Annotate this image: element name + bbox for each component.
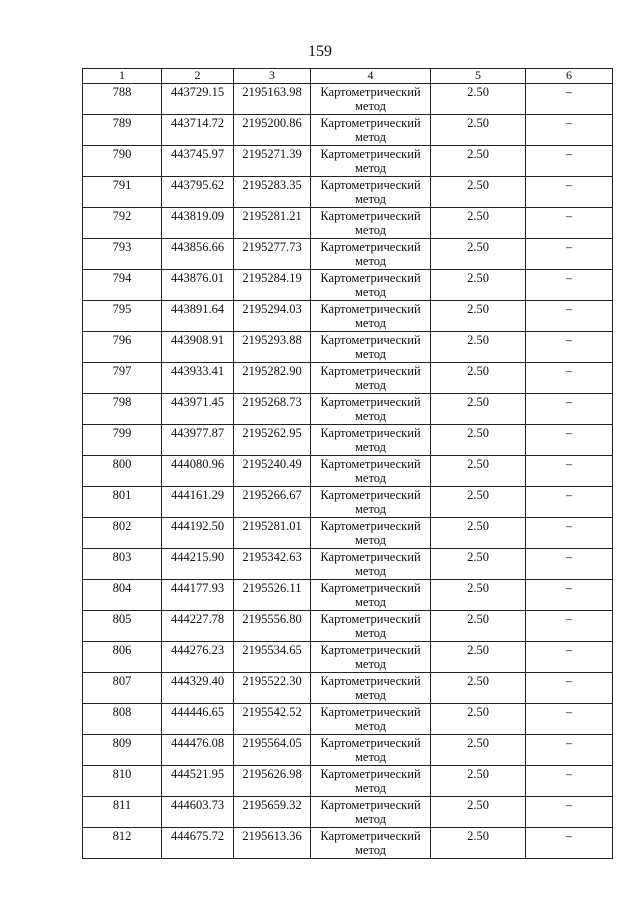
x-coordinate-cell: 444446.65 (162, 704, 234, 735)
note-cell: – (526, 208, 613, 239)
accuracy-cell: 2.50 (431, 425, 526, 456)
method-line-1: Картометрический (320, 240, 421, 254)
method-cell (311, 363, 431, 394)
method-cell (311, 828, 431, 859)
note-cell: – (526, 797, 613, 828)
table-row (83, 84, 613, 115)
accuracy-cell: 2.50 (431, 84, 526, 115)
method-cell (311, 270, 431, 301)
accuracy-cell: 2.50 (431, 270, 526, 301)
method-line-1: Картометрический (320, 643, 421, 657)
method-cell (311, 239, 431, 270)
column-header-2: 2 (162, 69, 234, 84)
point-number-cell: 796 (83, 332, 162, 363)
method-cell (311, 766, 431, 797)
y-coordinate-cell: 2195626.98 (234, 766, 311, 797)
method-cell (311, 673, 431, 704)
accuracy-cell: 2.50 (431, 673, 526, 704)
note-cell: – (526, 363, 613, 394)
table-row (83, 425, 613, 456)
x-coordinate-cell: 443876.01 (162, 270, 234, 301)
note-cell: – (526, 642, 613, 673)
coordinates-table (82, 68, 613, 859)
x-coordinate-cell: 444192.50 (162, 518, 234, 549)
x-coordinate-cell: 444161.29 (162, 487, 234, 518)
point-number-cell: 812 (83, 828, 162, 859)
table-row (83, 208, 613, 239)
x-coordinate-cell: 443795.62 (162, 177, 234, 208)
method-line-2: метод (354, 688, 386, 702)
point-number-cell: 810 (83, 766, 162, 797)
y-coordinate-cell: 2195268.73 (234, 394, 311, 425)
x-coordinate-cell: 444177.93 (162, 580, 234, 611)
method-line-2: метод (354, 285, 386, 299)
y-coordinate-cell: 2195613.36 (234, 828, 311, 859)
page-number: 159 (308, 43, 332, 60)
method-cell (311, 115, 431, 146)
point-number-cell: 795 (83, 301, 162, 332)
x-coordinate-cell: 443745.97 (162, 146, 234, 177)
note-cell: – (526, 239, 613, 270)
accuracy-cell: 2.50 (431, 580, 526, 611)
accuracy-cell: 2.50 (431, 146, 526, 177)
table-row (83, 177, 613, 208)
method-line-2: метод (354, 161, 386, 175)
accuracy-cell: 2.50 (431, 394, 526, 425)
point-number-cell: 800 (83, 456, 162, 487)
method-line-1: Картометрический (320, 798, 421, 812)
x-coordinate-cell: 444276.23 (162, 642, 234, 673)
note-cell: – (526, 518, 613, 549)
note-cell: – (526, 177, 613, 208)
method-cell (311, 487, 431, 518)
y-coordinate-cell: 2195282.90 (234, 363, 311, 394)
method-line-2: метод (354, 192, 386, 206)
accuracy-cell: 2.50 (431, 177, 526, 208)
y-coordinate-cell: 2195542.52 (234, 704, 311, 735)
table-row (83, 549, 613, 580)
x-coordinate-cell: 444476.08 (162, 735, 234, 766)
method-line-2: метод (354, 440, 386, 454)
accuracy-cell: 2.50 (431, 828, 526, 859)
note-cell: – (526, 270, 613, 301)
accuracy-cell: 2.50 (431, 704, 526, 735)
table-row (83, 704, 613, 735)
accuracy-cell: 2.50 (431, 735, 526, 766)
table-row (83, 797, 613, 828)
method-line-1: Картометрический (320, 85, 421, 99)
point-number-cell: 811 (83, 797, 162, 828)
method-line-1: Картометрический (320, 426, 421, 440)
method-line-2: метод (354, 409, 386, 423)
method-line-2: метод (354, 595, 386, 609)
y-coordinate-cell: 2195342.63 (234, 549, 311, 580)
accuracy-cell: 2.50 (431, 642, 526, 673)
table-row (83, 394, 613, 425)
column-header-6: 6 (526, 69, 613, 84)
point-number-cell: 799 (83, 425, 162, 456)
table-row (83, 766, 613, 797)
note-cell: – (526, 456, 613, 487)
column-header-4: 4 (311, 69, 431, 84)
method-cell (311, 177, 431, 208)
point-number-cell: 797 (83, 363, 162, 394)
point-number-cell: 798 (83, 394, 162, 425)
point-number-cell: 804 (83, 580, 162, 611)
table-row (83, 673, 613, 704)
note-cell: – (526, 301, 613, 332)
accuracy-cell: 2.50 (431, 363, 526, 394)
method-line-1: Картометрический (320, 705, 421, 719)
note-cell: – (526, 394, 613, 425)
method-line-2: метод (354, 130, 386, 144)
note-cell: – (526, 549, 613, 580)
method-cell (311, 332, 431, 363)
method-line-2: метод (354, 471, 386, 485)
method-cell (311, 580, 431, 611)
method-line-2: метод (354, 626, 386, 640)
point-number-cell: 794 (83, 270, 162, 301)
method-line-1: Картометрический (320, 674, 421, 688)
method-cell (311, 146, 431, 177)
method-line-2: метод (354, 719, 386, 733)
table-row (83, 146, 613, 177)
x-coordinate-cell: 444215.90 (162, 549, 234, 580)
method-line-1: Картометрический (320, 209, 421, 223)
method-cell (311, 84, 431, 115)
method-cell (311, 425, 431, 456)
point-number-cell: 789 (83, 115, 162, 146)
x-coordinate-cell: 443714.72 (162, 115, 234, 146)
method-line-2: метод (354, 99, 386, 113)
x-coordinate-cell: 444675.72 (162, 828, 234, 859)
method-line-1: Картометрический (320, 302, 421, 316)
column-header-3: 3 (234, 69, 311, 84)
note-cell: – (526, 735, 613, 766)
accuracy-cell: 2.50 (431, 518, 526, 549)
method-cell (311, 797, 431, 828)
method-line-1: Картометрический (320, 395, 421, 409)
note-cell: – (526, 425, 613, 456)
method-line-1: Картометрический (320, 612, 421, 626)
method-cell (311, 518, 431, 549)
x-coordinate-cell: 444603.73 (162, 797, 234, 828)
method-line-1: Картометрический (320, 116, 421, 130)
method-line-2: метод (354, 533, 386, 547)
note-cell: – (526, 704, 613, 735)
note-cell: – (526, 828, 613, 859)
method-cell (311, 735, 431, 766)
accuracy-cell: 2.50 (431, 766, 526, 797)
method-line-2: метод (354, 502, 386, 516)
accuracy-cell: 2.50 (431, 208, 526, 239)
point-number-cell: 809 (83, 735, 162, 766)
x-coordinate-cell: 443971.45 (162, 394, 234, 425)
table-row (83, 487, 613, 518)
method-line-1: Картометрический (320, 364, 421, 378)
method-cell (311, 642, 431, 673)
method-line-1: Картометрический (320, 581, 421, 595)
accuracy-cell: 2.50 (431, 456, 526, 487)
table-row (83, 239, 613, 270)
method-line-1: Картометрический (320, 736, 421, 750)
x-coordinate-cell: 443819.09 (162, 208, 234, 239)
method-cell (311, 611, 431, 642)
y-coordinate-cell: 2195556.80 (234, 611, 311, 642)
accuracy-cell: 2.50 (431, 549, 526, 580)
accuracy-cell: 2.50 (431, 239, 526, 270)
table-row (83, 580, 613, 611)
point-number-cell: 788 (83, 84, 162, 115)
method-line-2: метод (354, 378, 386, 392)
y-coordinate-cell: 2195659.32 (234, 797, 311, 828)
point-number-cell: 793 (83, 239, 162, 270)
method-line-1: Картометрический (320, 271, 421, 285)
x-coordinate-cell: 444329.40 (162, 673, 234, 704)
accuracy-cell: 2.50 (431, 115, 526, 146)
y-coordinate-cell: 2195240.49 (234, 456, 311, 487)
point-number-cell: 792 (83, 208, 162, 239)
note-cell: – (526, 611, 613, 642)
note-cell: – (526, 84, 613, 115)
table-row (83, 611, 613, 642)
method-cell (311, 208, 431, 239)
method-line-1: Картометрический (320, 829, 421, 843)
y-coordinate-cell: 2195294.03 (234, 301, 311, 332)
y-coordinate-cell: 2195564.05 (234, 735, 311, 766)
y-coordinate-cell: 2195266.67 (234, 487, 311, 518)
y-coordinate-cell: 2195522.30 (234, 673, 311, 704)
method-line-2: метод (354, 316, 386, 330)
x-coordinate-cell: 443908.91 (162, 332, 234, 363)
x-coordinate-cell: 443729.15 (162, 84, 234, 115)
x-coordinate-cell: 444227.78 (162, 611, 234, 642)
y-coordinate-cell: 2195284.19 (234, 270, 311, 301)
table-row (83, 270, 613, 301)
note-cell: – (526, 673, 613, 704)
accuracy-cell: 2.50 (431, 487, 526, 518)
point-number-cell: 790 (83, 146, 162, 177)
y-coordinate-cell: 2195293.88 (234, 332, 311, 363)
x-coordinate-cell: 443856.66 (162, 239, 234, 270)
method-line-1: Картометрический (320, 333, 421, 347)
method-line-2: метод (354, 347, 386, 361)
note-cell: – (526, 146, 613, 177)
table-row (83, 828, 613, 859)
y-coordinate-cell: 2195277.73 (234, 239, 311, 270)
point-number-cell: 808 (83, 704, 162, 735)
x-coordinate-cell: 443891.64 (162, 301, 234, 332)
method-cell (311, 704, 431, 735)
accuracy-cell: 2.50 (431, 301, 526, 332)
method-line-1: Картометрический (320, 457, 421, 471)
method-line-2: метод (354, 564, 386, 578)
point-number-cell: 807 (83, 673, 162, 704)
table-row (83, 518, 613, 549)
method-line-2: метод (354, 750, 386, 764)
table-row (83, 363, 613, 394)
note-cell: – (526, 580, 613, 611)
accuracy-cell: 2.50 (431, 611, 526, 642)
point-number-cell: 806 (83, 642, 162, 673)
method-cell (311, 301, 431, 332)
y-coordinate-cell: 2195534.65 (234, 642, 311, 673)
method-line-1: Картометрический (320, 488, 421, 502)
x-coordinate-cell: 443977.87 (162, 425, 234, 456)
point-number-cell: 791 (83, 177, 162, 208)
y-coordinate-cell: 2195262.95 (234, 425, 311, 456)
column-header-5: 5 (431, 69, 526, 84)
table-row (83, 456, 613, 487)
y-coordinate-cell: 2195271.39 (234, 146, 311, 177)
y-coordinate-cell: 2195526.11 (234, 580, 311, 611)
method-line-2: метод (354, 254, 386, 268)
method-line-2: метод (354, 657, 386, 671)
point-number-cell: 805 (83, 611, 162, 642)
table-row (83, 735, 613, 766)
method-cell (311, 394, 431, 425)
method-line-2: метод (354, 781, 386, 795)
note-cell: – (526, 332, 613, 363)
table-row (83, 301, 613, 332)
y-coordinate-cell: 2195281.01 (234, 518, 311, 549)
method-line-1: Картометрический (320, 767, 421, 781)
point-number-cell: 801 (83, 487, 162, 518)
x-coordinate-cell: 444080.96 (162, 456, 234, 487)
accuracy-cell: 2.50 (431, 332, 526, 363)
method-line-2: метод (354, 812, 386, 826)
method-line-1: Картометрический (320, 178, 421, 192)
method-line-1: Картометрический (320, 550, 421, 564)
header-row (83, 69, 613, 84)
x-coordinate-cell: 444521.95 (162, 766, 234, 797)
method-cell (311, 549, 431, 580)
method-line-1: Картометрический (320, 147, 421, 161)
method-cell (311, 456, 431, 487)
point-number-cell: 802 (83, 518, 162, 549)
method-line-1: Картометрический (320, 519, 421, 533)
note-cell: – (526, 115, 613, 146)
y-coordinate-cell: 2195283.35 (234, 177, 311, 208)
point-number-cell: 803 (83, 549, 162, 580)
table-row (83, 332, 613, 363)
method-line-2: метод (354, 223, 386, 237)
note-cell: – (526, 487, 613, 518)
table-row (83, 115, 613, 146)
x-coordinate-cell: 443933.41 (162, 363, 234, 394)
y-coordinate-cell: 2195281.21 (234, 208, 311, 239)
accuracy-cell: 2.50 (431, 797, 526, 828)
table-row (83, 642, 613, 673)
column-header-1: 1 (83, 69, 162, 84)
note-cell: – (526, 766, 613, 797)
y-coordinate-cell: 2195200.86 (234, 115, 311, 146)
y-coordinate-cell: 2195163.98 (234, 84, 311, 115)
method-line-2: метод (354, 843, 386, 857)
